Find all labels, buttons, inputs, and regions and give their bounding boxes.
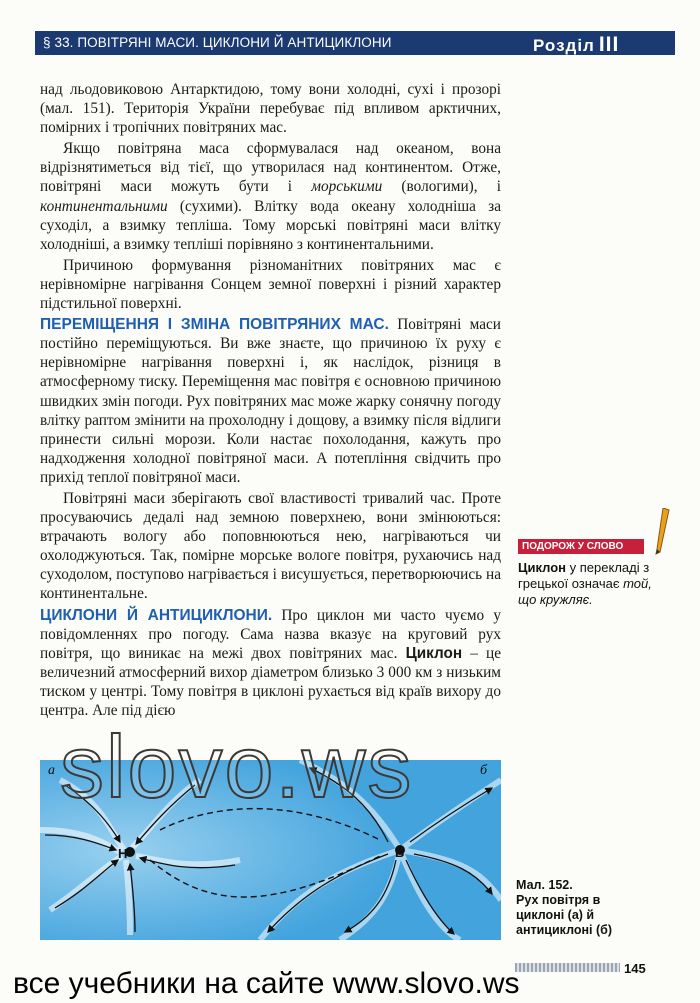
paragraph-2	[40, 139, 501, 254]
sidebar-meaning: той, що кружляє.	[518, 576, 652, 607]
figure-caption	[516, 878, 612, 938]
text-run: (вологими), і	[382, 178, 501, 196]
high-label: В	[395, 845, 405, 860]
subheading-2: ЦИКЛОНИ Й АНТИЦИКЛОНИ.	[40, 606, 273, 624]
text-run: Про циклон ми часто чуємо у повідомленнях про погоду. Сама назва вказує на круговий рух повітря, що виникає на межі двох повітряних мас.	[40, 606, 502, 662]
text-run: Повітряні маси постійно переміщуються. Ви вже знаєте, що причиною їх руху є нерівномірне нагрівання поверхні і, як наслідок, різниця в атмосферному тиску. Переміщення мас повітря є основною причиною швидких змін погоди. Рух повітряних мас може жарку сонячну погоду влітку раптом змінити на прохолодну і дощову, а взимку після відлиги принести сильні морози. Коли настає похолодання, кажуть про надходження холодної повітряної маси. А потепління свідчить про прихід теплої повітряної маси.	[40, 316, 501, 486]
low-label: Н	[118, 846, 128, 861]
watermark: slovo.ws	[60, 717, 414, 816]
paragraph-3: Причиною формування різноманітних повітряних мас є нерівномірне нагрівання Сонцем земної поверхні і різний характер підстильної поверхні.	[40, 256, 501, 313]
chapter-word: Розділ	[533, 36, 595, 55]
paragraph-6	[40, 606, 501, 721]
word-journey-text	[518, 560, 668, 608]
word-journey-label: ПОДОРОЖ У СЛОВО	[518, 539, 644, 554]
caption-line: циклоні (а) й	[516, 908, 595, 922]
caption-line: Мал. 152.	[516, 878, 573, 892]
chapter-number: III	[598, 33, 620, 56]
section-title: § 33. ПОВІТРЯНІ МАСИ. ЦИКЛОНИ Й АНТИЦИКЛОНИ	[43, 35, 392, 50]
footer-text: все учебники на сайте www.slovo.ws	[13, 967, 520, 1000]
paragraph-1: над льодовиковою Антарктидою, тому вони холодні, сухі і прозорі (мал. 151). Територія України перебуває під впливом арктичних, помірних і тропічних повітряних мас.	[40, 81, 501, 137]
page-number: 145	[624, 961, 646, 976]
text-run: у перекладі з грецької означає	[518, 560, 650, 591]
word-journey-box	[518, 539, 668, 608]
text-run: Якщо повітряна маса сформувалася над океаном, вона відрізнятиметься від тієї, що утворилася над континентом. Отже, повітряні маси можуть бути і	[40, 140, 501, 196]
paragraph-5: Повітряні маси зберігають свої властивості тривалий час. Проте просуваючись дедалі над земною поверхнею, вони змінюються: втрачають вологу або поповнюються нею, нагріваються чи охолоджуються. Так, помірне морське вологе повітря, рухаючись над суходолом, поступово нагрівається і висушується, перетворюючись на континентальне.	[40, 489, 501, 603]
text-run: – це величезний атмосферний вихор діаметром близько 3 000 км з низьким тиском у центрі. Тому повітря в циклоні рухається від країв вихору до центра. Але під дією	[40, 644, 502, 719]
panel-a-label: а	[48, 763, 55, 778]
page-number-strip	[515, 963, 620, 972]
caption-line: Рух повітря в	[516, 893, 601, 907]
italic-term: морськими	[311, 178, 383, 196]
caption-line: антициклоні (б)	[516, 923, 613, 937]
text-run: (сухими). Влітку вода океану холодніша за суходіл, а взимку тепліша. Тому морські повітряні маси влітку холодніші, а взимку тепліші порівняно з континентальними.	[40, 197, 501, 253]
italic-term: континентальними	[40, 197, 168, 215]
paragraph-4	[40, 315, 501, 487]
panel-b-label: б	[480, 763, 488, 778]
sidebar-term: Циклон	[518, 560, 567, 575]
chapter-label	[533, 33, 619, 57]
subheading-1: ПЕРЕМІЩЕННЯ І ЗМІНА ПОВІТРЯНИХ МАС.	[40, 316, 389, 334]
main-text	[40, 80, 501, 720]
term-cyclone: Циклон	[405, 644, 463, 662]
